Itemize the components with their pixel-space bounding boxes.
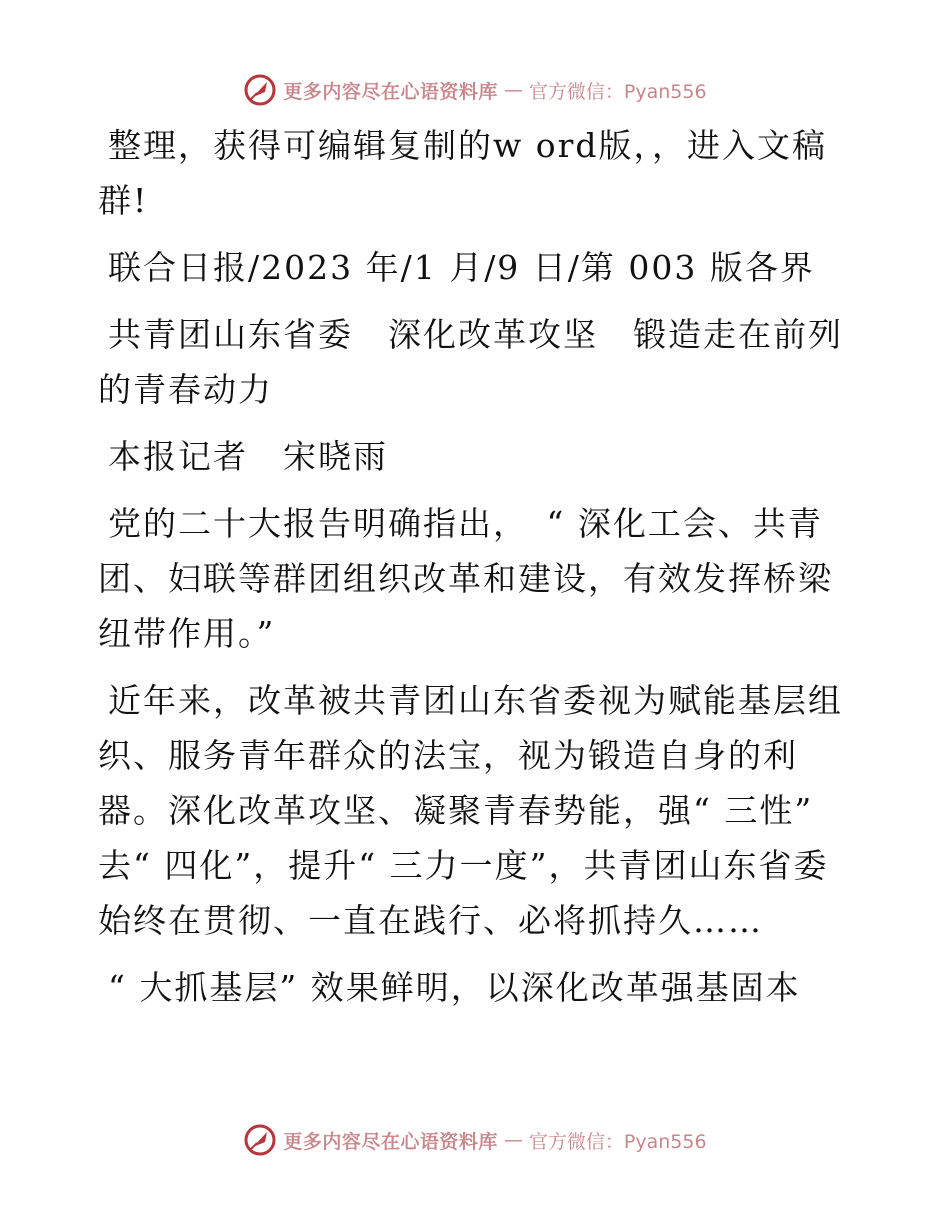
quill-logo-icon [243,73,277,107]
document-body [98,118,858,1027]
watermark-site-name: 更多内容尽在心语资料库 [283,1130,498,1153]
body-paragraph-2: 近年来，改革被共青团山东省委视为赋能基层组织、服务青年群众的法宝，视为锻造自身的利器。深化改革攻坚、凝聚青春势能，强“ 三性” 去“ 四化”，提升“ 三力一度”，共青团山东省委始终在贯彻、一直在践行、必将抓持久…… [98,681,843,940]
watermark-header [0,70,950,110]
watermark-site-name: 更多内容尽在心语资料库 [283,80,498,103]
article-title: 共青团山东省委 深化改革攻坚 锻造走在前列的青春动力 [98,315,843,409]
watermark-separator: — [503,79,523,101]
intro-paragraph: 整理，获得可编辑复制的w ord版，，进入文稿群! [98,126,828,220]
watermark-separator: — [503,1129,523,1151]
source-line: 联合日报/2023 年/1 月/9 日/第 003 版各界 [108,248,815,287]
quill-logo-icon [243,1123,277,1157]
body-paragraph-1: 党的二十大报告明确指出， “ 深化工会、共青团、妇联等群团组织改革和建设，有效发挥桥梁纽带作用。” [98,504,833,653]
watermark-footer [0,1120,950,1160]
watermark-contact: 官方微信：Pyan556 [528,1130,707,1153]
watermark-contact: 官方微信：Pyan556 [528,80,707,103]
byline: 本报记者 宋晓雨 [108,437,388,476]
body-paragraph-3: “ 大抓基层” 效果鲜明，以深化改革强基固本 [108,968,801,1007]
